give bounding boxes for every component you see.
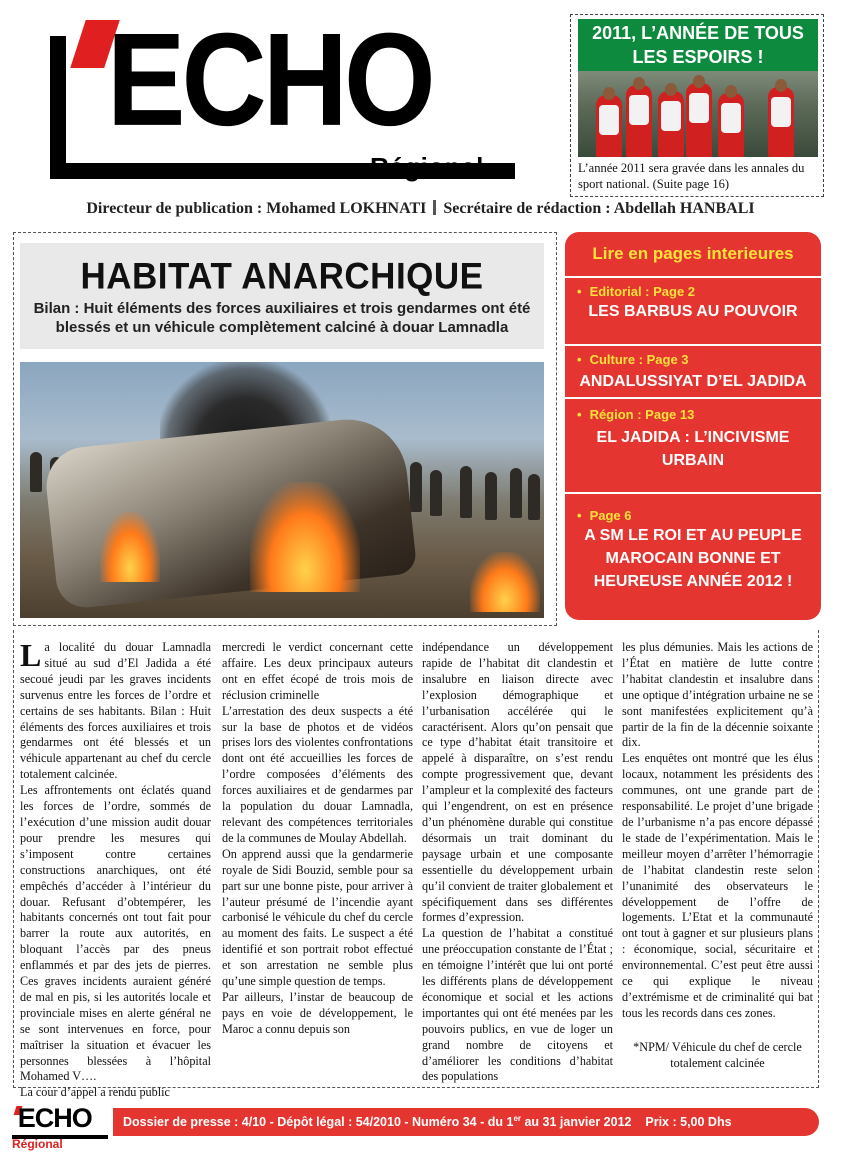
masthead-logo — [0, 0, 560, 200]
article-column-2 — [222, 640, 413, 1038]
footer-info-end: au 31 janvier 2012 Prix : 5,00 Dhs — [521, 1115, 732, 1129]
footer-logo — [12, 1103, 112, 1151]
sport-teaser[interactable] — [570, 14, 824, 197]
sport-photo — [578, 71, 818, 157]
sidebar-item-editorial[interactable]: • Editorial : Page 2 LES BARBUS AU POUVOIR — [565, 278, 821, 330]
sport-title: 2011, L’ANNÉE DE TOUS LES ESPOIRS ! — [578, 19, 818, 71]
article-paragraph: mercredi le verdict concernant cette affaire. Les deux principaux auteurs ont en effet écopé de trois mois de réclusion criminelle — [222, 640, 413, 702]
logo-regional: Régional — [370, 152, 484, 182]
article-paragraph: les plus démunies. Mais les actions de l’État en matière de lutte contre l’habitat clandestin et insalubre dans une optique d’intégration urbaine ne se sont manifestées explicitement qu’à partir de la fin de la décennie soixante dix. — [622, 640, 813, 750]
headline-box — [20, 243, 544, 349]
footer-info-sup: er — [513, 1113, 521, 1123]
subheadline: Bilan : Huit éléments des forces auxiliaires et trois gendarmes ont été blessés et un véhicule complètement calciné à douar Lamnadla — [33, 300, 531, 336]
photo-caption: *NPM/ Véhicule du chef de cercle totalement calcinée — [633, 1039, 802, 1070]
dropcap: L — [20, 637, 42, 673]
inside-pages-header: Lire en pages interieures — [592, 244, 794, 263]
article-paragraph: La localité du douar Lamnadla situé au sud d’El Jadida a été secoué jeudi par les graves incidents survenus entre les forces de l’ordre et certains de ses habitants. Bilan : Huit éléments des forces auxiliaires et trois gendarmes ont été blessés et un véhicule appartenant au chef du cercle totalement calcinée. — [20, 637, 211, 782]
sidebar-item-label: Région : Page 13 — [589, 407, 695, 422]
article-column-4 — [622, 640, 813, 1072]
sidebar-item-label: Page 6 — [589, 508, 632, 523]
director-credit: Directeur de publication : Mohamed LOKHNATI — [86, 200, 427, 217]
inside-pages-panel — [565, 232, 821, 620]
footer-info: Dossier de presse : 4/10 - Dépôt légal : 54/2010 - Numéro 34 - du 1 — [123, 1115, 514, 1129]
article-paragraph: On apprend aussi que la gendarmerie royale de Sidi Bouzid, semble pour sa part sur une bonne piste, pour arriver à l’auteur présumé de l’incendie ayant carbonisé le véhicule du chef du cercle au moment des faits. Le suspect a été identifié et son portrait robot effectué et son arrestation ne semble plus qu’une simple question de temps. — [222, 846, 413, 989]
sidebar-item-title: ANDALUSSIYAT D’EL JADIDA — [579, 373, 807, 390]
sport-caption: L’année 2011 sera gravée dans les annales du sport national. (Suite page 16) — [578, 161, 805, 191]
sidebar-item-label: Editorial : Page 2 — [589, 284, 696, 299]
article-column-1 — [20, 637, 211, 1101]
article-paragraph: Par ailleurs, l’instar de beaucoup de pays en voie de développement, le Maroc a connu depuis son — [222, 989, 413, 1036]
article-paragraph: La cour d’appel a rendu public — [20, 1085, 170, 1100]
sidebar-item-culture[interactable]: • Culture : Page 3 ANDALUSSIYAT D’EL JADIDA — [565, 346, 821, 402]
sidebar-item-greetings[interactable]: • Page 6 A SM LE ROI ET AU PEUPLE MAROCAIN BONNE ET HEUREUSE ANNÉE 2012 ! — [565, 494, 821, 620]
article-paragraph: indépendance un développement rapide de l’habitat dit clandestin et insalubre en liaison directe avec l’explosion démographique et l’urbanisation accélérée qui le caractérisent. Alors qu’on pensait que ce type d’habitat était transitoire et appelé à disparaître, on s’est rendu compte progressivement que, devant l’ampleur et la complexité des facteurs qui l’engendrent, on est en présence d’un phénomène durable qui constitue désormais un trait dominant du paysage urbain et une composante essentielle du développement urbain qu’il convient de traiter globalement et spécifiquement dans ses différentes formes d’expression. — [422, 640, 613, 925]
footer-logo-regional: Régional — [12, 1137, 63, 1151]
staff-line — [0, 200, 841, 218]
article-paragraph: La question de l’habitat a constitué une préoccupation constante de l’État ; en témoigne l’intérêt que lui ont porté les différents plans de développement économique et social et les actions importantes qui ont été menées par les pouvoirs publics, en vue de loger un grand nombre de citoyens et d’améliorer les conditions d’habitat des populations — [422, 926, 613, 1084]
page-title: HABITAT ANARCHIQUE — [80, 256, 484, 297]
article-paragraph: L’arrestation des deux suspects a été sur la base de photos et de vidéos prises lors des violentes confrontations dont ont été accueillies les forces de l’ordre composées d’éléments des forces auxiliaires et de gendarmes par la population du douar Lamnadla, relevant des compétences territoriales de la communes de Moulay Abdellah. — [222, 703, 413, 845]
sidebar-item-title: EL JADIDA : L’INCIVISME URBAIN — [596, 429, 790, 469]
lead-photo-burning-car — [20, 362, 544, 618]
logo-wordmark: ECHO — [106, 6, 432, 154]
sidebar-item-title: A SM LE ROI ET AU PEUPLE MAROCAIN BONNE ET HEUREUSE ANNÉE 2012 ! — [584, 527, 802, 590]
article-paragraph: Les affrontements ont éclatés quand les forces de l’ordre, sommés de l’exécution d’une mission audit douar pour prendre les mesures qui s’imposent contre certaines constructions anarchiques, ont été empêchés d’accéder à l’intérieur du douar. Refusant d’obtempérer, les habitants concernés ont tout fait pour barrer la route aux autorités, en bloquant l’accès par des pneus enflammés et par des jets de pierres. Ces graves incidents auraient généré de mal en pis, si les autorités locale et provinciale mises en alerte général ne se sont intervenues en force, pour maîtriser la situation et évacuer les personnes blessées à l’hôpital Mohamed V…. — [20, 783, 211, 1084]
separator — [433, 200, 436, 215]
article-paragraph: Les enquêtes ont montré que les élus locaux, notamment les présidents des communes, ont une grande part de responsabilité. Le projet d’une brigade de l’urbanisme n’a pas encore dépassé le stade de l’expérimentation. Mais le meilleur moyen d’arrêter l’hémorragie de l’habitat clandestin reste selon l’unanimité des observateurs le développement de l’offre de logements. L’Etat et la communauté ont tout à gagner et sur plusieurs plans : économique, social, sécuritaire et environnemental. C’est peut être aussi ce qui explique le niveau d’extrémisme et de criminalité qui bat tous les records dans ces zones. — [622, 751, 813, 1020]
secretary-credit: Secrétaire de rédaction : Abdellah HANBALI — [443, 200, 755, 217]
burnt-car — [43, 414, 418, 611]
sidebar-item-label: Culture : Page 3 — [589, 352, 689, 367]
sidebar-item-title: LES BARBUS AU POUVOIR — [588, 303, 798, 320]
sidebar-item-region[interactable]: • Région : Page 13 EL JADIDA : L’INCIVISME URBAIN — [565, 399, 821, 491]
article-column-3 — [422, 640, 613, 1085]
footer-logo-wordmark: ECHO — [17, 1103, 92, 1133]
footer-info-bar — [113, 1108, 819, 1136]
